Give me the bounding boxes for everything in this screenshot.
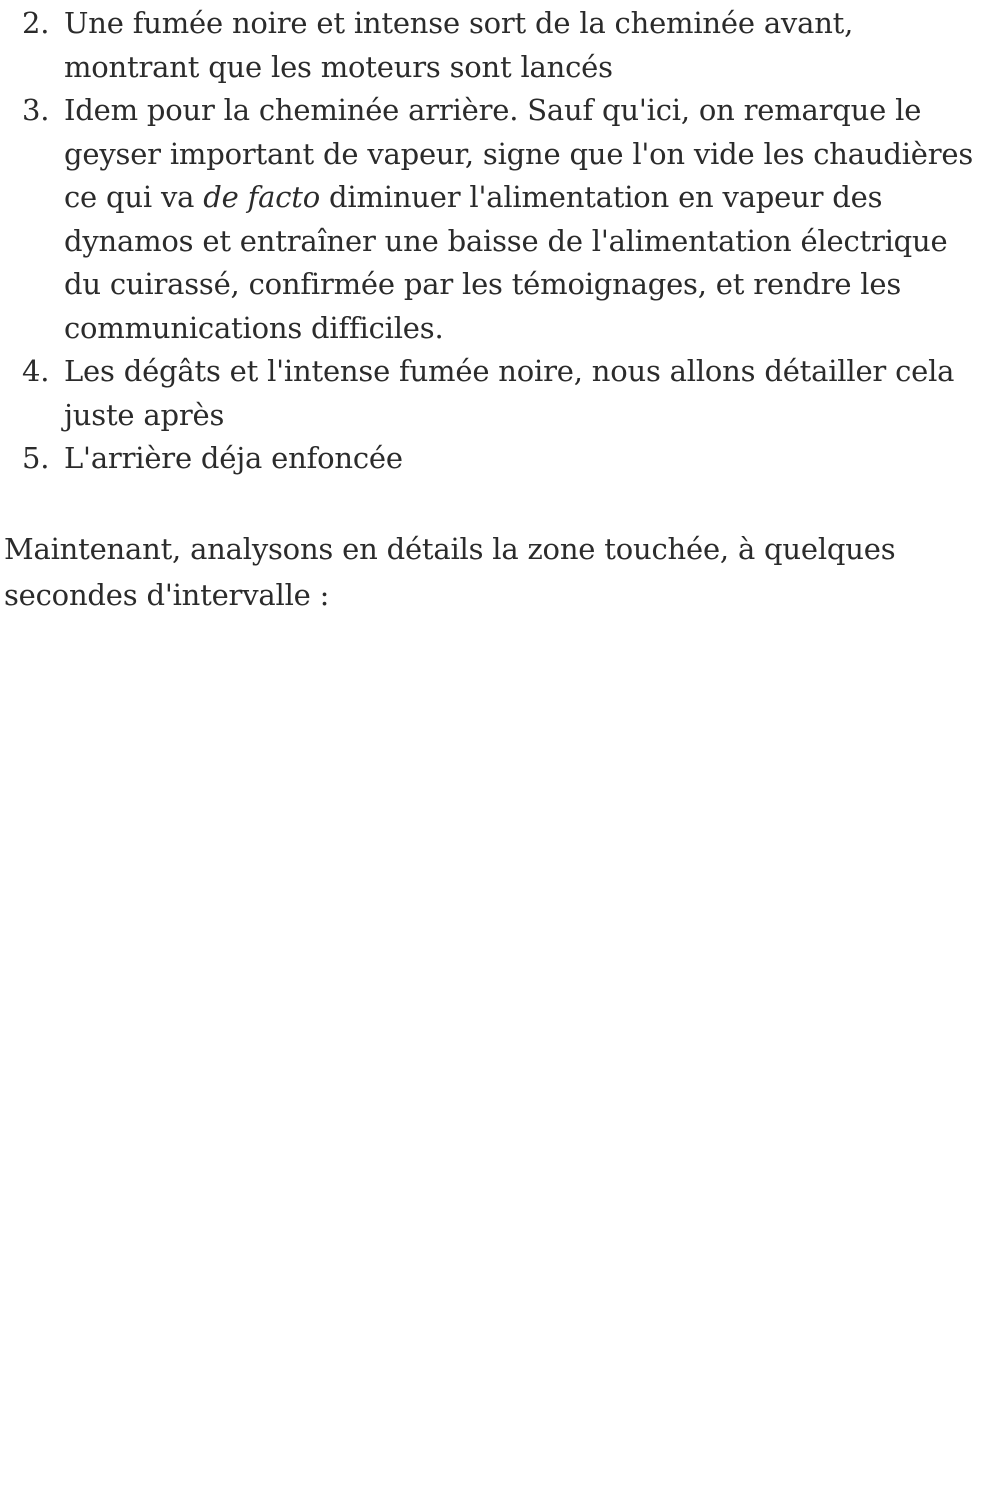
list-item [0,89,1000,350]
list-item-text: L'arrière déja enfoncée [64,441,403,475]
list-item-number: 4. [22,354,50,388]
list-item-number: 2. [22,6,50,40]
list-item [0,437,1000,481]
list-item-number: 3. [22,93,50,127]
list-item-number: 5. [22,441,50,475]
numbered-list [0,2,1000,481]
list-item [0,2,1000,89]
list-item-text-end: diminuer l'alimentation en vapeur des dynamos et entraîner une baisse de l'alimentation électrique du cuirassé, confirmée par les témoignages, et rendre les communications difficiles. [64,180,948,345]
list-item [0,350,1000,437]
list-item-text-start: Idem pour la cheminée arrière. Sauf qu'ici, on remarque le geyser important de vapeur, signe que l'on vide les chaudières ce qui va [64,93,974,214]
body-paragraph: Maintenant, analysons en détails la zone touchée, à quelques secondes d'intervalle : [4,532,896,612]
list-item-text: Une fumée noire et intense sort de la cheminée avant, montrant que les moteurs sont lancés [64,6,854,84]
list-item-text: Les dégâts et l'intense fumée noire, nous allons détailler cela juste après [64,354,955,432]
list-item-italic-text: de facto [203,180,320,214]
